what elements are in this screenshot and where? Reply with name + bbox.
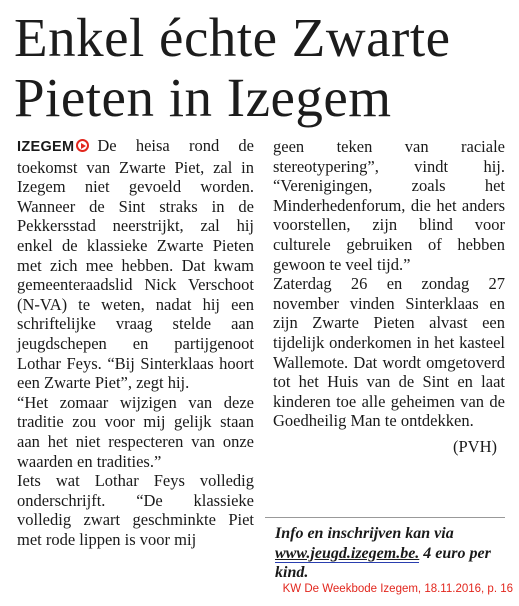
paragraph-text: De heisa rond de toekomst van Zwarte Piet, zal in Izegem niet gevoeld worden. Wanneer de Sint straks in de Pekkersstad neerstrijkt, zal hij enkel de klassieke Zwarte Pieten met zich mee hebben. Dat kwam gemeenteraadslid Nick Verschoot (N-VA) te weten, nadat hij een schriftelijke vraag stelde aan jeugdschepen en partijgenoot Lothar Feys. “Bij Sinterklaas hoort een Zwarte Piet”, zegt hij. — [17, 136, 254, 393]
headline-line-2: Pieten in Izegem — [14, 67, 392, 128]
info-text: Info en inschrijven kan via — [275, 525, 454, 542]
info-price: 4 euro per kind. — [275, 544, 491, 582]
arrow-circle-icon — [76, 139, 89, 152]
paragraph: Iets wat Lothar Feys volledig onderschrijft. “De klassieke volledig zwart geschminkte Piet met rode lippen is voor mij — [17, 471, 254, 549]
headline — [14, 8, 514, 128]
dateline: IZEGEM — [17, 139, 75, 155]
article-column-right — [273, 137, 505, 457]
info-box — [275, 524, 507, 583]
paragraph: geen teken van raciale stereotypering”, vindt hij. “Verenigingen, zoals het Minderhedenforum, die het anders voorstellen, zijn blind voor culturele gebruiken of hebben gewoon te veel tijd.” — [273, 137, 505, 274]
paragraph: “Het zomaar wijzigen van deze traditie zou voor mij gelijk staan aan het niet respecteren van onze waarden en tradities.” — [17, 392, 254, 471]
divider — [265, 517, 505, 518]
website-link[interactable]: www.jeugd.izegem.be. — [275, 544, 420, 562]
paragraph: Zaterdag 26 en zondag 27 november vinden Sinterklaas en zijn Zwarte Pieten alvast een tijdelijk onderkomen in het kasteel Wallemote. Dat wordt omgetoverd tot het Huis van de Sint en laat kinderen toe alle geheimen van de Goedheilig Man te ontdekken. — [273, 274, 505, 431]
paragraph — [17, 136, 254, 393]
headline-line-1: Enkel échte Zwarte — [14, 7, 451, 68]
article-column-left — [17, 136, 254, 549]
author-signoff: (PVH) — [453, 436, 497, 456]
source-citation: KW De Weekbode Izegem, 18.11.2016, p. 16 — [282, 583, 513, 595]
